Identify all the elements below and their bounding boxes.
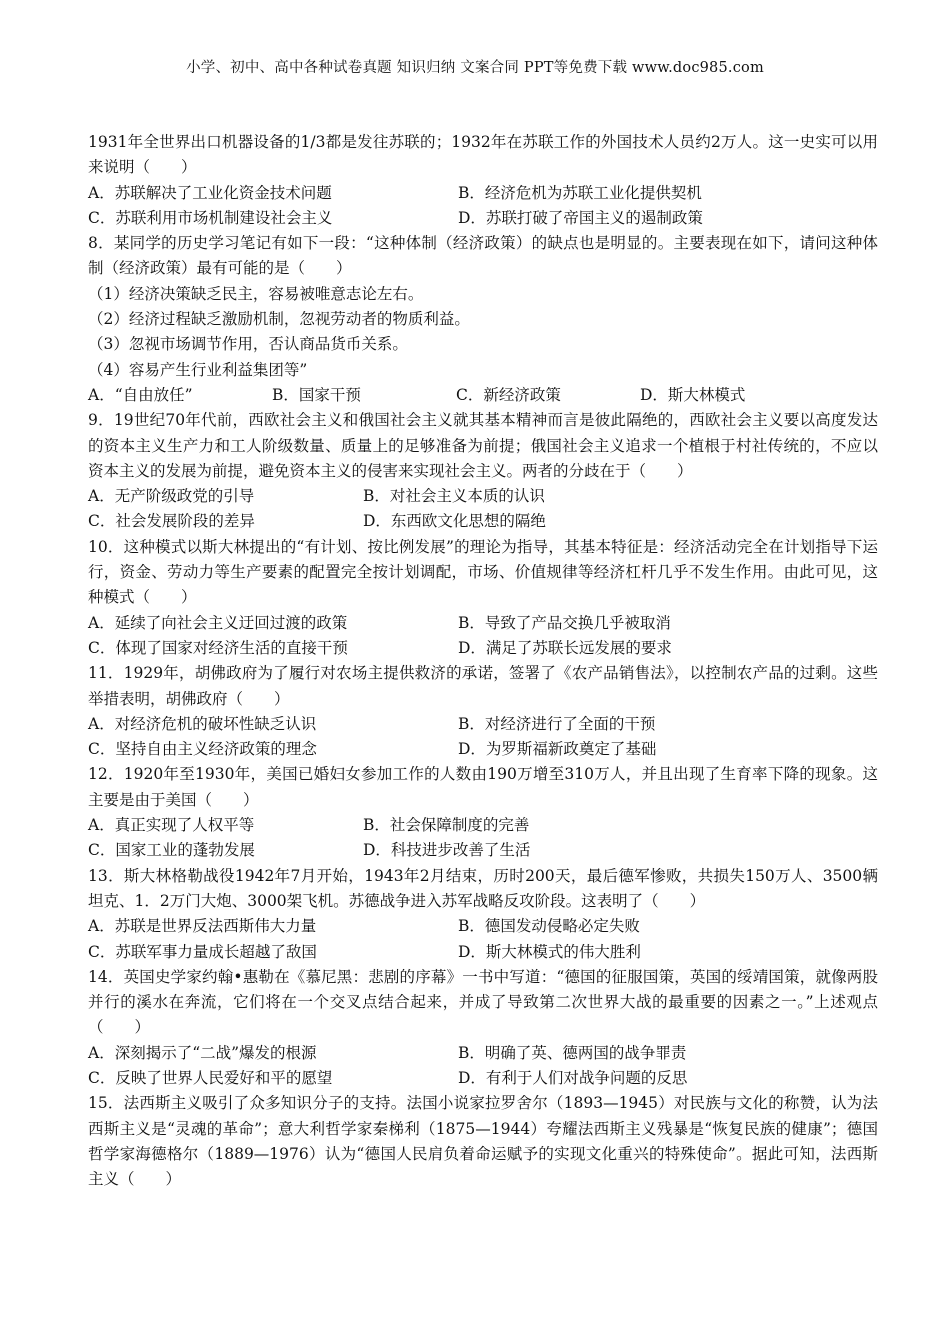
option-c: C．苏联军事力量成长超越了敌国 — [88, 942, 317, 961]
option-a: A．苏联是世界反法西斯伟大力量 — [88, 917, 317, 936]
option-b: B．对经济进行了全面的干预 — [458, 714, 656, 733]
option-b: B．国家干预 — [272, 385, 361, 404]
option-a: A．深刻揭示了“二战”爆发的根源 — [88, 1043, 317, 1062]
question-9-stem: 9．19世纪70年代前，西欧社会主义和俄国社会主义就其基本精神而言是彼此隔绝的，西欧社会主义要以高度发达的资本主义生产力和工人阶级数量、质量上的足够准备为前提；俄国社会主义追求一个植根于村社传统的，不应以资本主义的发展为前提，避免资本主义的侵害来实现社会主义。两者的分歧在于（ ） — [88, 411, 878, 480]
page-header: 小学、初中、高中各种试卷真题 知识归纳 文案合同 PPT等免费下载 www.doc985.com — [186, 60, 764, 76]
option-d: D．东西欧文化思想的隔绝 — [363, 512, 546, 531]
question-7-options-row-2 — [88, 206, 878, 231]
question-12-stem: 12．1920年至1930年，美国已婚妇女参加工作的人数由190万增至310万人，并且出现了生育率下降的现象。这主要是由于美国（ ） — [88, 765, 878, 809]
option-c: C．坚持自由主义经济政策的理念 — [88, 740, 317, 759]
option-d: D．为罗斯福新政奠定了基础 — [458, 740, 657, 759]
option-c: C．新经济政策 — [456, 385, 561, 404]
question-13-options-row-2 — [88, 940, 878, 965]
question-14-stem: 14．英国史学家约翰•惠勒在《慕尼黑：悲剧的序幕》一书中写道：“德国的征服国策，英国的绥靖国策，就像两股并行的溪水在奔流，它们将在一个交叉点结合起来，并成了导致第二次世界大战的最重要的因素之一。”上述观点（ ） — [88, 967, 878, 1037]
question-10-options-row-2 — [88, 636, 878, 661]
option-c: C．体现了国家对经济生活的直接干预 — [88, 638, 348, 657]
question-8-item-3: （3）忽视市场调节作用，否认商品货币关系。 — [88, 335, 408, 354]
option-b: B．德国发动侵略必定失败 — [458, 917, 640, 936]
question-8-stem: 8．某同学的历史学习笔记有如下一段：“这种体制（经济政策）的缺点也是明显的。主要表现在如下，请问这种体制（经济政策）最有可能的是（ ） — [88, 234, 878, 278]
question-10-options-row-1 — [88, 611, 878, 636]
option-a: A．延续了向社会主义迂回过渡的政策 — [88, 613, 348, 632]
question-12-options-row-2 — [88, 838, 878, 863]
option-d: D．苏联打破了帝国主义的遏制政策 — [458, 208, 703, 227]
option-d: D．有利于人们对战争问题的反思 — [458, 1068, 688, 1087]
question-9-options-row-2 — [88, 509, 878, 534]
question-8-item-2: （2）经济过程缺乏激励机制，忽视劳动者的物质利益。 — [88, 310, 470, 329]
option-b: B．对社会主义本质的认识 — [363, 487, 545, 506]
option-b: B．经济危机为苏联工业化提供契机 — [458, 183, 702, 202]
question-8-item-4: （4）容易产生行业利益集团等” — [88, 360, 308, 379]
option-d: D．科技进步改善了生活 — [363, 841, 531, 860]
option-b: B．导致了产品交换几乎被取消 — [458, 613, 671, 632]
question-11-stem: 11．1929年，胡佛政府为了履行对农场主提供救济的承诺，签署了《农产品销售法》，以控制农产品的过剩。这些举措表明，胡佛政府（ ） — [88, 664, 878, 708]
option-a: A．对经济危机的破坏性缺乏认识 — [88, 714, 317, 733]
question-10-stem: 10．这种模式以斯大林提出的“有计划、按比例发展”的理论为指导，其基本特征是：经济活动完全在计划指导下运行，资金、劳动力等生产要素的配置完全按计划调配，市场、价值规律等经济杠杆几乎不发生作用。由此可见，这种模式（ ） — [88, 537, 878, 607]
option-a: A．苏联解决了工业化资金技术问题 — [88, 183, 332, 202]
option-d: D．斯大林模式 — [640, 385, 746, 404]
option-c: C．反映了世界人民爱好和平的愿望 — [88, 1068, 333, 1087]
question-11-options-row-2 — [88, 737, 878, 762]
question-13-stem: 13．斯大林格勒战役1942年7月开始，1943年2月结束，历时200天，最后德军惨败，共损失150万人、3500辆坦克、1．2万门大炮、3000架飞机。苏德战争进入苏军战略反攻阶段。这表明了（ ） — [88, 866, 878, 910]
option-a: A．无产阶级政党的引导 — [88, 487, 255, 506]
option-c: C．国家工业的蓬勃发展 — [88, 841, 255, 860]
question-7-stem: 1931年全世界出口机器设备的1/3都是发往苏联的；1932年在苏联工作的外国技术人员约2万人。这一史实可以用来说明（ ） — [88, 133, 878, 177]
option-a: A．真正实现了人权平等 — [88, 816, 255, 835]
question-list — [88, 130, 878, 1192]
question-7-options-row-1 — [88, 181, 878, 206]
question-15-stem: 15．法西斯主义吸引了众多知识分子的支持。法国小说家拉罗舍尔（1893—1945）对民族与文化的称赞，认为法西斯主义是“灵魂的革命”；意大利哲学家秦梯利（1875—1944）夸耀法西斯主义残暴是“恢复民族的健康”；德国哲学家海德格尔（1889—1976）认为“德国人民肩负着命运赋予的实现文化重兴的特殊使命”。据此可知，法西斯主义（ ） — [88, 1094, 878, 1189]
option-a: A．“自由放任” — [88, 385, 193, 404]
question-14-options-row-1 — [88, 1041, 878, 1066]
question-8-options — [88, 383, 878, 408]
option-c: C．苏联利用市场机制建设社会主义 — [88, 208, 333, 227]
option-d: D．斯大林模式的伟大胜利 — [458, 942, 641, 961]
option-d: D．满足了苏联长远发展的要求 — [458, 638, 672, 657]
question-8-item-1: （1）经济决策缺乏民主，容易被唯意志论左右。 — [88, 284, 424, 303]
question-12-options-row-1 — [88, 813, 878, 838]
option-b: B．社会保障制度的完善 — [363, 816, 530, 835]
option-b: B．明确了英、德两国的战争罪责 — [458, 1043, 687, 1062]
question-13-options-row-1 — [88, 914, 878, 939]
question-11-options-row-1 — [88, 712, 878, 737]
question-9-options-row-1 — [88, 484, 878, 509]
question-14-options-row-2 — [88, 1066, 878, 1091]
option-c: C．社会发展阶段的差异 — [88, 512, 255, 531]
